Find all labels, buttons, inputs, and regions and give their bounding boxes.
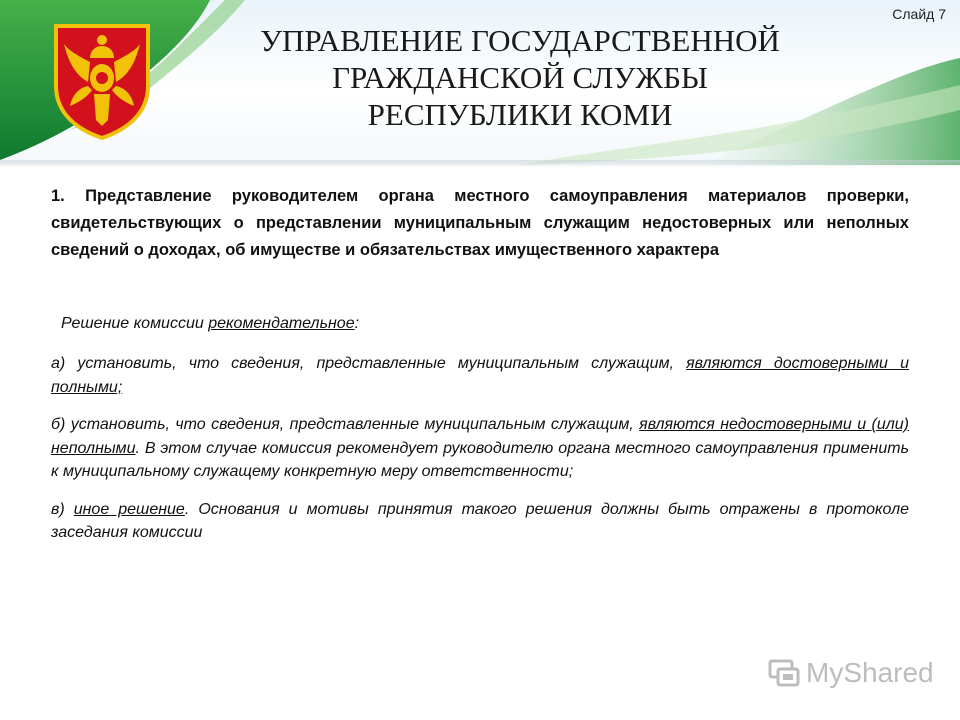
title-line-1: УПРАВЛЕНИЕ ГОСУДАРСТВЕННОЙ: [260, 23, 780, 58]
option-a-underlined: являются достоверными и полными;: [51, 355, 909, 396]
myshared-logo-icon: [768, 657, 800, 689]
decision-suffix: :: [354, 315, 360, 332]
title-line-3: РЕСПУБЛИКИ КОМИ: [367, 97, 673, 132]
option-b-rest: . В этом случае комиссия рекомендует руководителю органа местного самоуправления применить к муниципальному служащему конкретную меру ответственности;: [51, 439, 909, 480]
myshared-watermark: [768, 657, 934, 689]
option-a-text: а) установить, что сведения, представленные муниципальным служащим,: [51, 355, 687, 372]
section-heading: 1. Представление руководителем органа местного самоуправления материалов проверки, свидетельствующих о представлении муниципальным служащим недостоверных или неполных сведений о доходах, об имуществе и обязательствах имущественного характера: [51, 187, 909, 259]
slide-number: Слайд 7: [892, 6, 946, 22]
option-c-rest: . Основания и мотивы принятия такого решения должны быть отражены в протоколе заседания комиссии: [51, 500, 910, 541]
watermark-text: MyShared: [806, 657, 934, 688]
title-line-2: ГРАЖДАНСКОЙ СЛУЖБЫ: [332, 60, 708, 95]
page-title: [210, 22, 830, 133]
option-b: [51, 413, 909, 484]
option-c-underlined: иное решение: [73, 500, 185, 518]
decision-intro: [61, 312, 909, 336]
option-c: [51, 498, 909, 545]
option-a: [51, 352, 909, 399]
option-b-text: б) установить, что сведения, представленные муниципальным служащим,: [51, 416, 640, 433]
option-b-underlined: являются недостоверными и (или) неполными: [51, 416, 909, 457]
header-divider: [0, 160, 960, 168]
slide-content: [51, 183, 909, 545]
komi-coat-of-arms-icon: [50, 22, 154, 140]
slide-header: [0, 0, 960, 165]
option-c-text: в): [51, 500, 74, 518]
decision-type: рекомендательное: [208, 315, 355, 332]
decision-prefix: Решение комиссии: [61, 315, 209, 332]
